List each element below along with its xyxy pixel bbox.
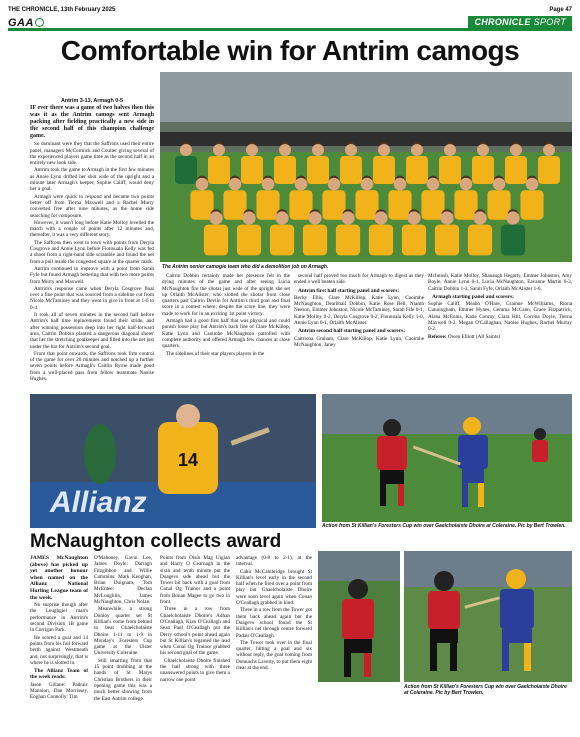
player-head: [196, 178, 209, 191]
player-head: [229, 178, 242, 191]
player-jersey: [406, 156, 428, 184]
allianz-banner: Allianz: [50, 486, 147, 519]
main-col-3: second half proved too much for Armagh to digest as they ended a well beaten side. Antrim first half starting panel and scorers: Becky Ellis, Clare McKillop, Katie Lynn, Caoimhe McNaughton, Dearbhail Dobbin, Katie Rose Bell, Niamh Neeson, Emmer Johnston, Nicole McTaminey, Sarah Fife 0-1, Katie Molloy 0-2, Deryla Cosgrove 0-2, Fionnuala Kelly 1-0, Annie Lynn 0-1, Orlaith McAlister. Antrim second half starting panel and scorers: Caitriona Graham, Clare McKillop, Katie Lynn, Caoimhe McNaughton, Janey: [294, 273, 424, 348]
player-red-background: [532, 428, 548, 462]
player-jersey: [208, 156, 230, 184]
player-head: [341, 211, 354, 224]
gaa-logo: GAA: [8, 17, 44, 29]
jersey-number: 14: [178, 450, 199, 470]
action-photo-3-illustration: [318, 551, 400, 682]
second-col-1: JAMES McNaughton (above) has picked up yet another honour when named on the Allianz National Hurling League team of the week. No surprise though after the Loughgiel man's performance in Antrim's second Division 1B game in Corrigan Park. He scored a goal and 14 points from his full forward berth against Westmeath and, not surprisingly, that is where he is slotted in. The Allianz Team of the week reads: Jason Gillane: Padraic Mannion, Dan Morrissey, Eoghan Connolly: Tim: [30, 555, 88, 701]
page-header: [8, 4, 572, 16]
player-head: [180, 144, 192, 156]
player-jersey: [501, 225, 525, 256]
action-photo-2-illustration: [404, 551, 572, 682]
action-photo-1-illustration: [322, 394, 572, 522]
player-head: [246, 144, 258, 156]
mcnaughton-photo-illustration: [30, 394, 316, 528]
player-head: [345, 144, 357, 156]
player-jersey: [472, 156, 494, 184]
armagh-panel-heading: Armagh starting panel and scorers:: [432, 293, 514, 300]
player-head: [374, 211, 387, 224]
player-head: [506, 211, 519, 224]
player-head: [213, 144, 225, 156]
player-jersey: [241, 156, 263, 184]
second-col-4: advantage (0-8 to 2-1), at the interval. Cahir McCambridge brought St Killian's level early in the second half when he fired over a point from play but Ghaelcholaiste Dhoire were soon level again when Conan O'Ceallagh grabbed in kind. Three in a row from the Tower got them back ahead again but the Doagevs school found the St Killian's net through centre forward Padair O'Ceallagh. The Tower took over in the final quarter, hitting a goal and six without reply, the goal coming from Donnachs Laverty, to put them eight clear at the end.: [236, 555, 312, 672]
main-col-1: Antrim 3-13, Armagh 0-5 IF ever there was a game of two halves then this was it as the Antrim camogs sent Armagh packing after fielding practically a new side in the second half of this champion challenge game. So dominant were they that the Saffrons used their entire panel, managers McCormick and Coulter giving several of the experienced players game time as the second half in an entirely new look side. Antrim took the game to Armagh in the first few minutes as Annie Lynn drifted her shot wide of the upright and a minute later Armagh's keeper, Sophie Califf, would deny her a goal. Armagh were quick to respond and became two points better off from Tierna Maxwell and a Rachel Murry converted free after nine minutes, as the home side searching for composure. However, it wasn't long before Katie Molloy levelled the match with a couple of points after 12 minutes and, thereafter, it was a very different story. The Saffrons then went to town with points from Deryla Cosgrove and Annie Lynn before Fionnuala Kelly was fed a shoot from a right-hand side scramble and found the net from a pull inside the congested square at the quarter mark. Antrim continued to improve with a point from Sarah Fyfe but found Armagh bettering that with two more points from Murry and Maxwell. Antrim's response came when Deryla Cosgrove float over a fine point that was sourced from a sideline cut from Nicole McTaminey and they went in give in front at 1-6 to 0-4. It took all of seven minutes in the second half before Antrim's half time replacements found their stride, and after winning possession deep into her right half-forward area, Caitrin Dobbin planted a dangerous diagonal shoter that her the stretching goalkeeper and filled into the net just under the bar for Antrim's second goal. From that point onwards, the Saffrons took firm control of the game for over 20 minutes and notched up a further seven points before Armagh's Caitlin Byrne made good from a well-placed pass from fellow teammate Naoise Hughes.: [30, 98, 154, 382]
player-head: [526, 178, 539, 191]
player-jersey: [270, 225, 294, 256]
player-jersey: [340, 156, 362, 184]
player-head: [295, 178, 308, 191]
action-photo-2-caption: Action from St Killian's Foresters Cup win over Gaelcholaiste Dhoire at Coleraine. Pic by Bert Trowlen.: [404, 684, 567, 696]
score-line: Antrim 3-13, Armagh 0-5: [60, 98, 124, 104]
action-photo-1-caption: Action from St Killian's Foresters Cup win over Gaelcholaiste Dhoire at Coleraine. Pic by Bert Trowlen.: [322, 523, 566, 529]
team-photo: [160, 72, 572, 262]
publication-date: THE CHRONICLE, 13th February 2025: [8, 7, 116, 13]
player-head: [312, 144, 324, 156]
player-head: [493, 178, 506, 191]
player-head: [477, 144, 489, 156]
page-number: Page 47: [549, 7, 572, 13]
sliotar-icon: [35, 18, 44, 27]
player-head: [460, 178, 473, 191]
player-head: [427, 178, 440, 191]
action-photo-1: [322, 394, 572, 522]
mcnaughton-photo: [30, 394, 316, 528]
player-head: [279, 144, 291, 156]
player-jersey: [520, 190, 543, 219]
player-head: [262, 178, 275, 191]
second-col-3: Points from Oisín Mag Uigian and Harry O Cearnagh in the sixth and tenth minute put the Doagevs side ahead but the Tower hit back with a goal from Conal Og Trainor and a point from Ronan Magee to go two in front. Three in a row from Ghaelcholaiste Dhoire's Adhan O'Ceallagh, Kian O'Ceallagh and Sean Paul O'Ceallagh put the Derry school's point ahead again but St Killian's regained the lead when Conal Og Trainor grabbed his second goal of the game. Ghaelcholaiste Dhoire finished the half strong with three unanswered points to give them a narrow one point: [160, 555, 230, 683]
player-head: [361, 178, 374, 191]
player-jersey: [435, 225, 459, 256]
player-jersey: [204, 225, 228, 256]
player-jersey: [307, 156, 329, 184]
main-col-2: Caitrin Dobbin certainly made her presence felt in the dying minutes of the game and after seeing Lucia McNaughton fire the sliotar just wide of the upright she set up Orlaith McAlister, who slotted the sliotar from close quarters past Caitrin Devlin for Antrim's third goal and final score in a contest where, despite the score line, they were made to work for in an exciting 1st point victory. Armagh had a good first half that was physical and could punish loose play but Antrim's back line of Clare McKillop, Katie Lynn and Caoimhe McNaughton patrolled with complete authority and offered Armagh few chances at close quarters. The sidelines of their star players players in the: [162, 273, 290, 357]
player-head: [328, 178, 341, 191]
team-of-week-heading: The Allianz Team of the week reads:: [30, 668, 88, 681]
player-head: [473, 211, 486, 224]
player-head: [275, 211, 288, 224]
player-jersey: [274, 156, 296, 184]
player-head: [378, 144, 390, 156]
player-jersey: [439, 156, 461, 184]
team-photo-illustration: [160, 72, 572, 262]
player-jersey: [402, 225, 426, 256]
antrim-first-half-heading: Antrim first half starting panel and scorers:: [298, 287, 400, 294]
player-jersey: [303, 225, 327, 256]
team-photo-caption: The Antrim senior camogie team who did a demolition job on Armagh.: [162, 264, 329, 270]
player-jersey: [373, 156, 395, 184]
chronicle-sport-badge: CHRONICLE SPORT: [468, 16, 572, 29]
player-jersey: [505, 156, 527, 184]
main-headline: Comfortable win for Antrim camogs: [60, 35, 520, 66]
player-head: [242, 211, 255, 224]
second-headline: McNaughton collects award: [30, 531, 282, 552]
main-lead: IF ever there was a game of two halves then this was it as the Antrim camogs sent Armagh packing after fielding practically a new side in the second half of this champion challenge game.: [30, 105, 154, 140]
player-head: [543, 144, 555, 156]
antrim-second-half-heading: Antrim second half starting panel and scorers:: [298, 328, 406, 335]
player-head: [510, 144, 522, 156]
player-head: [411, 144, 423, 156]
main-col-4: McIntosh, Katie Molloy, Shanaugh Hegarty, Emmer Johnston, Amy Boyle, Annie Lynn 0-1, Lucia McNaughton, Eavanne Martin 0-3, Caitrin Dobbin 1-3, Sarah Fyfe, Orlaith McAlister 1-0. Armagh starting panel and scorers: Sophie Califf, Méabh O'Hare, Grainne McWilliams, Ríona Cunningham, Emmer Hynes, Gemma McCann, Grace Fitzpatrick, Alana McEnnis, Katie Conroy, Ciara Hill, Corrina Doyle, Tierna Maxwell 0-2, Megan O'Callaghan, Naoise Hughes, Rachel Murray 0-2. Referee: Owen Elliott (All Saints): [428, 273, 572, 340]
action-photo-3: [318, 551, 400, 682]
player-jersey: [175, 156, 197, 184]
second-col-2: O'Mahoney, Gavin Lee, James Doyle: Darragh Fitzgibbon and Willie Cummins: Mark Keoghan, Brian Duignam, Tom McEntee: Declan McLoughlin, James McNaughton, Chris Nolan. Meanwhile, a strong Dunloy quarter set St Killian's come from behind to beat Ghaelcholaiste Dhoire 1-11 to 1-9 in Monday's Foresters Cup game at the Ulster University Coleraine. Still smarting from that 15 point drubbing at the hands of St Marys Christian Brothers in their opening game this was a much better showing from the East Antrim college.: [94, 555, 152, 702]
player-jersey: [237, 225, 261, 256]
player-jersey: [468, 225, 492, 256]
section-bar: [8, 17, 572, 31]
player-jersey: [336, 225, 360, 256]
referee-line: Referee: Owen Elliott (All Saints): [428, 333, 500, 340]
player-jersey: [369, 225, 393, 256]
player-head: [407, 211, 420, 224]
player-head: [209, 211, 222, 224]
player-head: [394, 178, 407, 191]
player-jersey: [538, 156, 560, 184]
player-head: [308, 211, 321, 224]
action-photo-2: [404, 551, 572, 682]
player-head: [440, 211, 453, 224]
player-head: [444, 144, 456, 156]
